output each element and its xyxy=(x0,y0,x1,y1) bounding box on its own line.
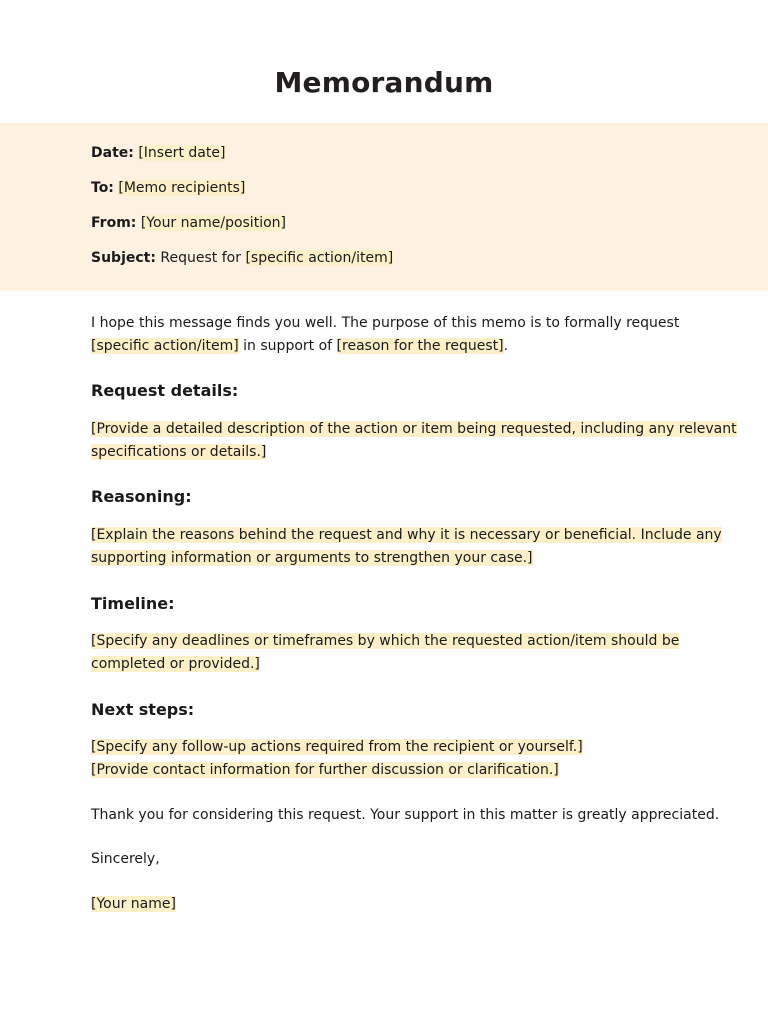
next-steps-line-1: [Specify any follow-up actions required from the recipient or yourself.] xyxy=(91,739,583,755)
section-heading-reasoning: Reasoning: xyxy=(91,487,192,506)
to-label: To: xyxy=(91,180,114,196)
intro-paragraph xyxy=(91,312,691,357)
next-steps-line-1-wrap xyxy=(91,736,691,759)
request-details-line-2-wrap xyxy=(91,441,691,464)
date-placeholder: [Insert date] xyxy=(138,145,226,161)
section-heading-next-steps: Next steps: xyxy=(91,700,195,719)
timeline-line-2-wrap xyxy=(91,653,691,676)
subject-placeholder: [specific action/item] xyxy=(245,250,394,266)
page-title: Memorandum xyxy=(274,66,494,99)
next-steps-line-2: [Provide contact information for further discussion or clarification.] xyxy=(91,761,559,778)
request-details-line-1: [Provide a detailed description of the action or item being requested, including any relevant xyxy=(91,421,737,437)
from-line xyxy=(91,213,286,233)
signature-line xyxy=(91,893,691,916)
date-line xyxy=(91,143,225,163)
intro-placeholder-action: [specific action/item] xyxy=(91,337,239,354)
subject-line xyxy=(91,248,393,268)
timeline-line-2: completed or provided.] xyxy=(91,655,260,672)
reasoning-line-2-wrap xyxy=(91,547,691,570)
intro-line-1: I hope this message finds you well. The purpose of this memo is to formally request xyxy=(91,315,680,331)
to-line xyxy=(91,178,245,198)
intro-end-punct: . xyxy=(503,337,509,354)
timeline-line-1-wrap xyxy=(91,630,691,653)
intro-placeholder-reason: [reason for the request] xyxy=(336,337,504,354)
section-heading-request-details: Request details: xyxy=(91,381,239,400)
request-details-paragraph xyxy=(91,418,737,463)
date-label: Date: xyxy=(91,145,134,161)
reasoning-line-1-wrap xyxy=(91,524,722,547)
reasoning-line-1: [Explain the reasons behind the request and why it is necessary or beneficial. Include any xyxy=(91,527,722,543)
reasoning-line-2: supporting information or arguments to strengthen your case.] xyxy=(91,549,533,566)
intro-line-2 xyxy=(91,335,691,358)
timeline-line-1: [Specify any deadlines or timeframes by which the requested action/item should be xyxy=(91,633,680,649)
request-details-line-1-wrap xyxy=(91,418,737,441)
to-placeholder: [Memo recipients] xyxy=(118,180,246,196)
reasoning-paragraph xyxy=(91,524,722,569)
subject-prefix: Request for xyxy=(160,250,241,266)
next-steps-line-2-wrap xyxy=(91,759,691,782)
timeline-paragraph xyxy=(91,630,691,675)
request-details-line-2: specifications or details.] xyxy=(91,443,267,460)
from-placeholder: [Your name/position] xyxy=(140,215,286,231)
closing-thanks: Thank you for considering this request. Your support in this matter is greatly appreciated. xyxy=(91,807,720,823)
intro-mid-text: in support of xyxy=(243,337,333,354)
next-steps-paragraph xyxy=(91,736,691,781)
section-heading-timeline: Timeline: xyxy=(91,594,175,613)
signature-name-placeholder: [Your name] xyxy=(91,896,176,912)
subject-label: Subject: xyxy=(91,250,156,266)
from-label: From: xyxy=(91,215,137,231)
closing-signoff: Sincerely, xyxy=(91,851,160,867)
